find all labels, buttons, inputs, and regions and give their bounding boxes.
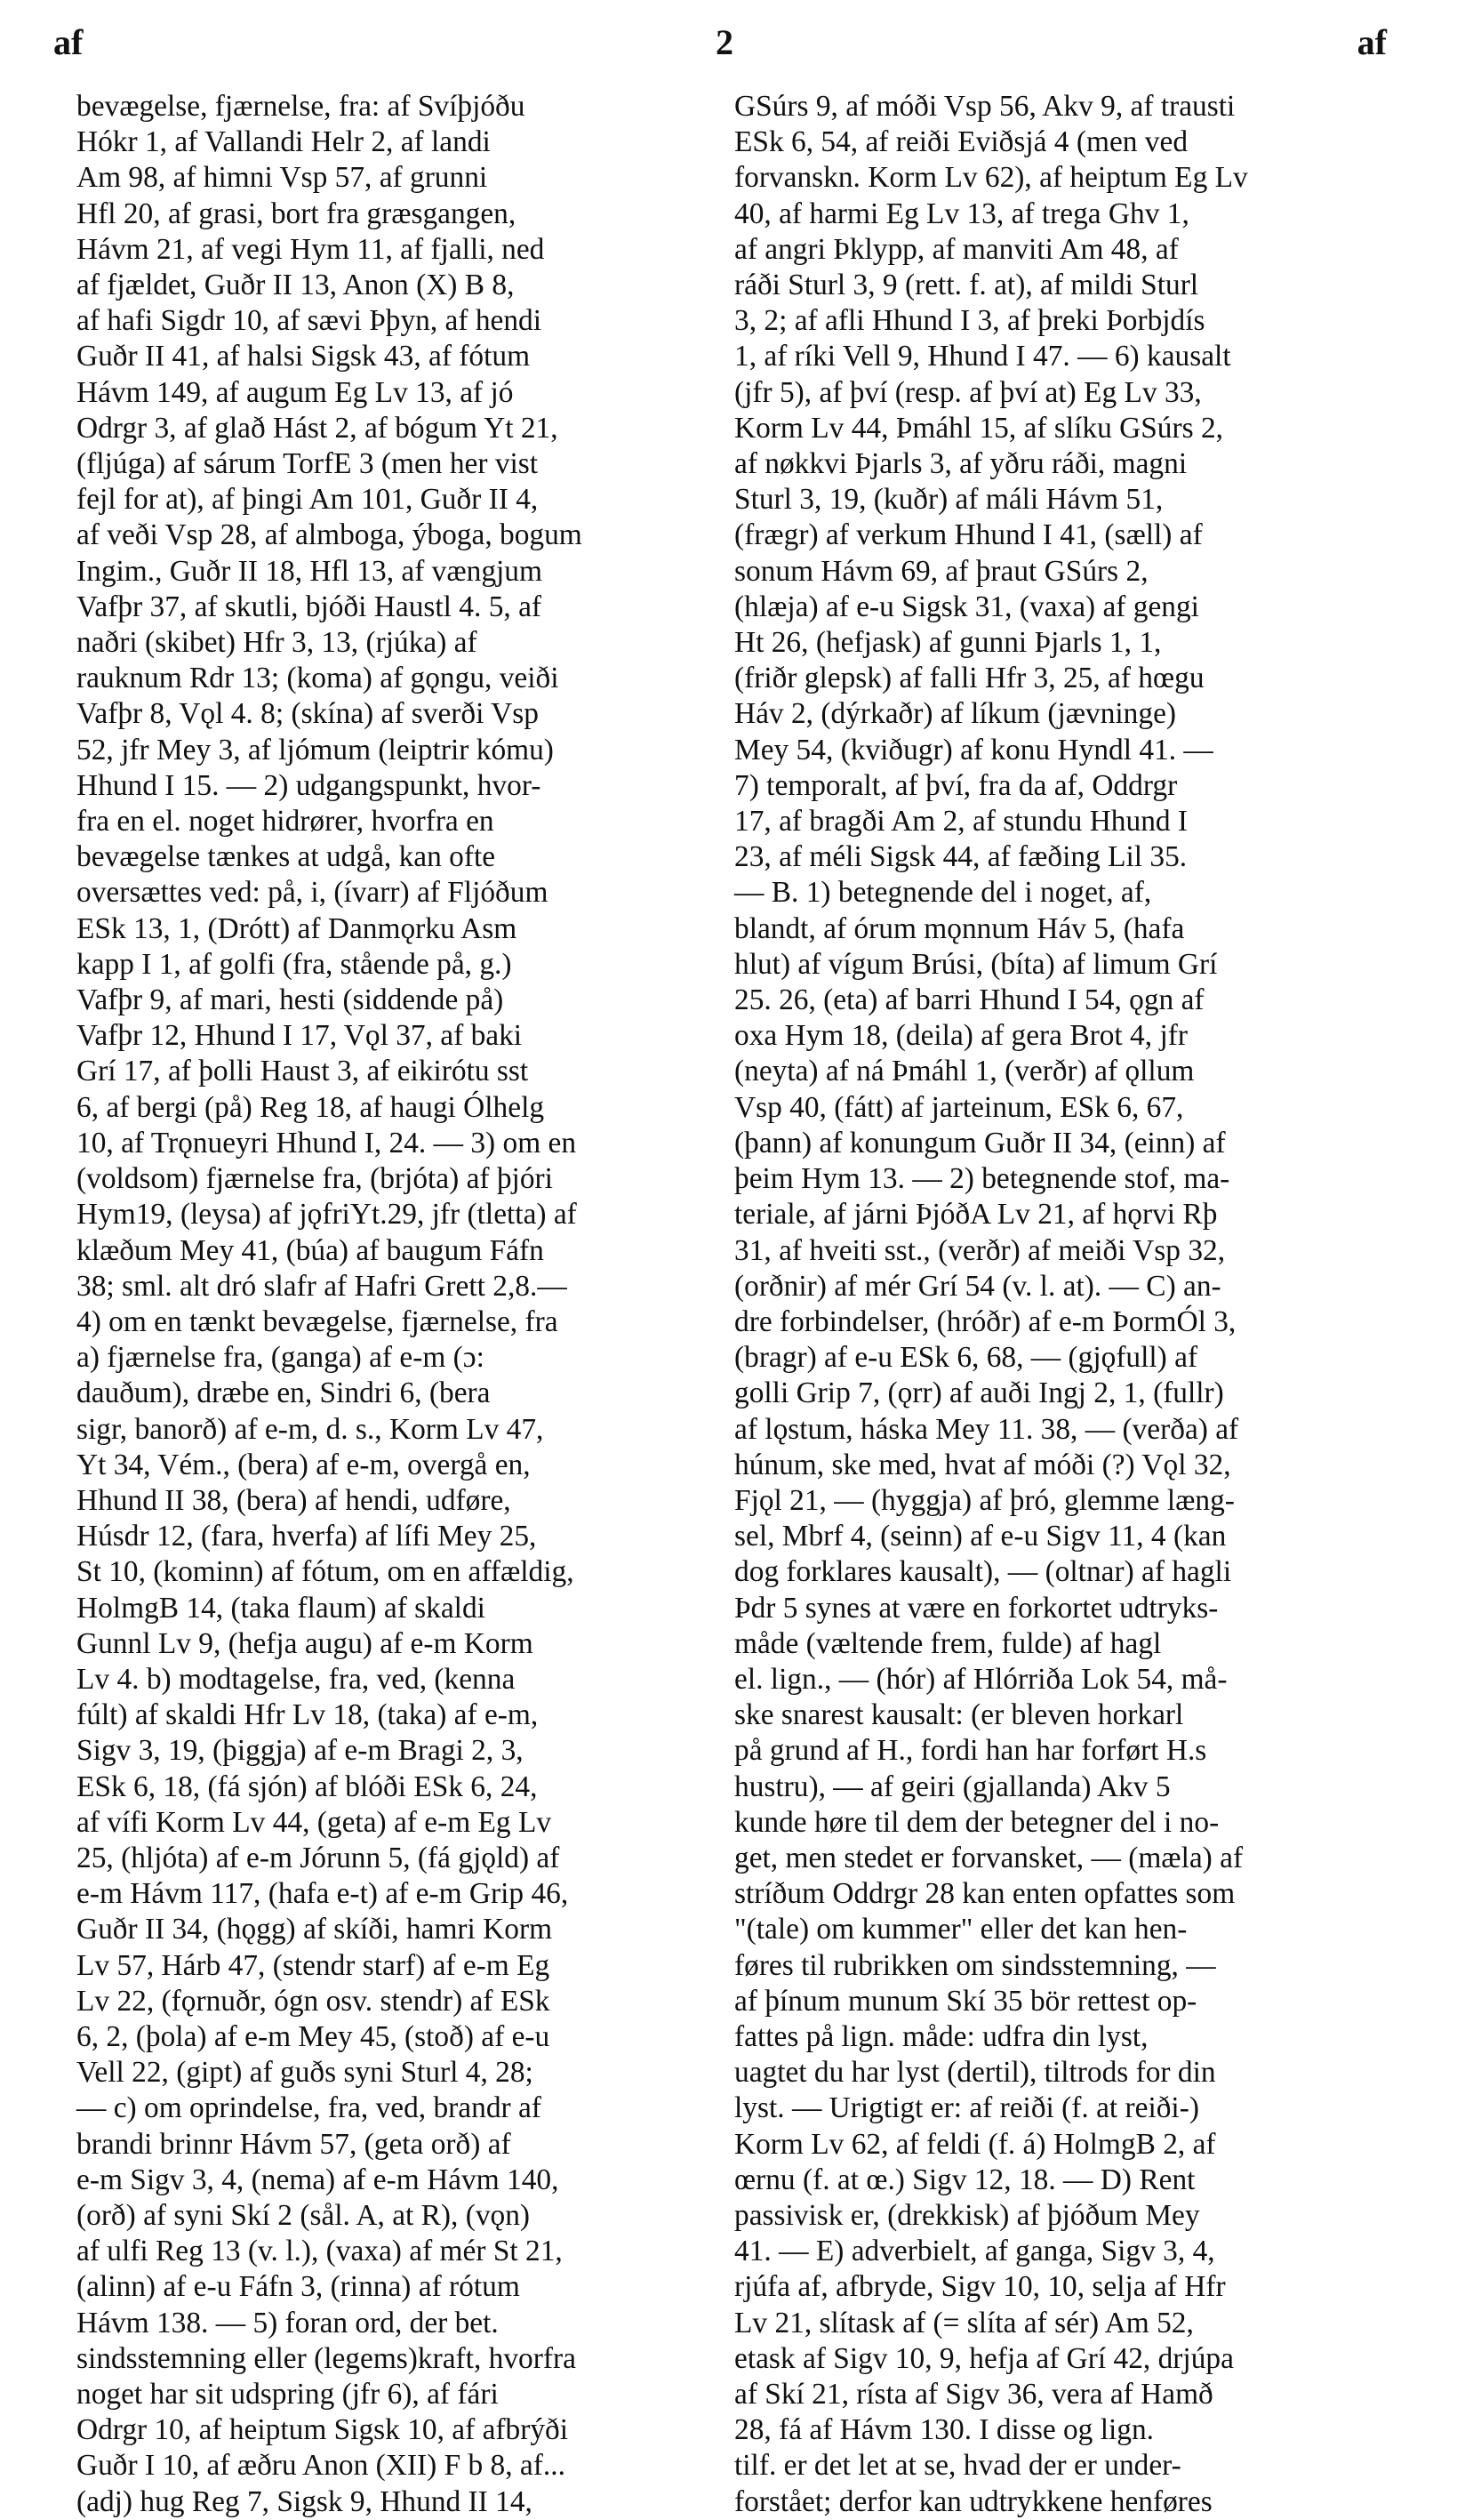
text-line: Lv 57, Hárb 47, (stendr starf) af e-m Eg <box>76 1948 550 1982</box>
text-line: 25. 26, (eta) af barri Hhund I 54, ǫgn af <box>734 983 1205 1017</box>
text-line: fra en el. noget hidrører, hvorfra en <box>76 805 494 839</box>
text-line: Vell 22, (gipt) af guðs syni Sturl 4, 28; <box>76 2056 533 2090</box>
right-column <box>734 89 1376 2518</box>
text-line: sel, Mbrf 4, (seinn) af e-u Sigv 11, 4 (kan <box>734 1520 1227 1553</box>
text-line: af veði Vsp 28, af almboga, ýboga, bogum <box>76 518 582 552</box>
text-line: e-m Sigv 3, 4, (nema) af e-m Hávm 140, <box>76 2163 559 2196</box>
text-line: noget har sit udspring (jfr 6), af fári <box>76 2378 499 2411</box>
text-line: Gunnl Lv 9, (hefja augu) af e-m Korm <box>76 1626 533 1660</box>
text-line: (neyta) af ná Þmáhl 1, (verðr) af ǫllum <box>734 1055 1195 1088</box>
text-line: sonum Hávm 69, af þraut GSúrs 2, <box>734 554 1149 588</box>
text-line: oversættes ved: på, i, (ívarr) af Fljóðum <box>76 876 548 910</box>
text-line: Hym19, (leysa) af jǫfriYt.29, jfr (tletta) af <box>76 1198 577 1232</box>
text-line: lyst. — Urigtigt er: af reiði (f. at reiði-) <box>734 2091 1199 2125</box>
header-right-catchword: af <box>1357 22 1387 62</box>
text-line: Hhund II 38, (bera) af hendi, udføre, <box>76 1483 511 1517</box>
text-line: Yt 34, Vém., (bera) af e-m, overgå en, <box>76 1448 531 1481</box>
text-line: dauðum), dræbe en, Sindri 6, (bera <box>76 1376 491 1410</box>
text-line: af lǫstum, háska Mey 11. 38, — (verða) af <box>734 1412 1239 1446</box>
text-line: ráði Sturl 3, 9 (rett. f. at), af mildi Sturl <box>734 269 1199 302</box>
text-line: af þínum munum Skí 35 bör rettest op- <box>734 1984 1197 2018</box>
text-line: 52, jfr Mey 3, af ljómum (leiptrir kómu) <box>76 733 554 766</box>
text-line: golli Grip 7, (ǫrr) af auði Ingj 2, 1, (fullr) <box>734 1376 1224 1410</box>
header-left-catchword: af <box>53 22 84 62</box>
text-line: bevægelse tænkes at udgå, kan ofte <box>76 840 496 874</box>
text-line: blandt, af órum mǫnnum Háv 5, (hafa <box>734 911 1185 945</box>
text-line: 1, af ríki Vell 9, Hhund I 47. — 6) kausalt <box>734 340 1231 373</box>
text-line: (friðr glepsk) af falli Hfr 3, 25, af hœgu <box>734 662 1205 695</box>
text-line: Am 98, af himni Vsp 57, af grunni <box>76 161 488 195</box>
text-line: brandi brinnr Hávm 57, (geta orð) af <box>76 2127 511 2161</box>
text-line: (orðnir) af mér Grí 54 (v. l. at). — C) an- <box>734 1269 1221 1303</box>
text-line: Háv 2, (dýrkaðr) af líkum (jævninge) <box>734 697 1177 731</box>
text-line: þeim Hym 13. — 2) betegnende stof, ma- <box>734 1162 1230 1196</box>
text-line: Hfl 20, af grasi, bort fra græsgangen, <box>76 197 516 230</box>
text-line: Hávm 149, af augum Eg Lv 13, af jó <box>76 375 514 409</box>
text-line: Korm Lv 62, af feldi (f. á) HolmgB 2, af <box>734 2127 1216 2161</box>
text-line: Vsp 40, (fátt) af jarteinum, ESk 6, 67, <box>734 1090 1184 1124</box>
text-line: ESk 6, 54, af reiði Eviðsjá 4 (men ved <box>734 125 1189 159</box>
text-line: Hhund I 15. — 2) udgangspunkt, hvor- <box>76 768 541 802</box>
text-line: (bragr) af e-u ESk 6, 68, — (gjǫfull) af <box>734 1341 1198 1375</box>
text-line: el. lign., — (hór) af Hlórriða Lok 54, må- <box>734 1662 1228 1696</box>
text-line: Mey 54, (kviðugr) af konu Hyndl 41. — <box>734 733 1213 766</box>
text-line: Lv 4. b) modtagelse, fra, ved, (kenna <box>76 1662 516 1696</box>
text-line: kapp I 1, af golfi (fra, stående på, g.) <box>76 947 512 981</box>
text-line: Ingim., Guðr II 18, Hfl 13, af vængjum <box>76 554 542 588</box>
text-line: på grund af H., fordi han har forført H.s <box>734 1734 1207 1768</box>
text-line: Fjǫl 21, — (hyggja) af þró, glemme læng- <box>734 1483 1235 1517</box>
text-line: tilf. er det let at se, hvad der er under- <box>734 2449 1181 2483</box>
text-line: Sturl 3, 19, (kuðr) af máli Hávm 51, <box>734 483 1164 517</box>
text-line: (adj) hug Reg 7, Sigsk 9, Hhund II 14, <box>76 2484 532 2518</box>
text-line: Odrgr 10, af heiptum Sigsk 10, af afbrýði <box>76 2413 569 2447</box>
text-line: Odrgr 3, af glað Hást 2, af bógum Yt 21, <box>76 411 558 445</box>
text-line: 10, af Trǫnueyri Hhund I, 24. — 3) om en <box>76 1126 577 1160</box>
text-line: dre forbindelser, (hróðr) af e-m ÞormÓl 3, <box>734 1304 1237 1338</box>
text-line: oxa Hym 18, (deila) af gera Brot 4, jfr <box>734 1019 1188 1053</box>
text-line: hlut) af vígum Brúsi, (bíta) af limum Grí <box>734 947 1218 981</box>
text-line: 6, af bergi (på) Reg 18, af haugi Ólhelg <box>76 1090 545 1124</box>
text-line: Húsdr 12, (fara, hverfa) af lífi Mey 25, <box>76 1520 537 1553</box>
text-line: klæðum Mey 41, (búa) af baugum Fáfn <box>76 1233 544 1267</box>
text-line: af angri Þklypp, af manviti Am 48, af <box>734 232 1179 266</box>
text-line: HolmgB 14, (taka flaum) af skaldi <box>76 1591 485 1625</box>
text-line: — B. 1) betegnende del i noget, af, <box>734 876 1152 910</box>
text-line: 6, 2, (þola) af e-m Mey 45, (stoð) af e-u <box>76 2019 550 2053</box>
text-line: fejl for at), af þingi Am 101, Guðr II 4, <box>76 483 539 517</box>
text-line: 17, af bragði Am 2, af stundu Hhund I <box>734 805 1189 839</box>
text-line: Lv 22, (fǫrnuðr, ógn osv. stendr) af ESk <box>76 1984 550 2018</box>
text-line: húnum, ske med, hvat af móði (?) Vǫl 32, <box>734 1448 1231 1481</box>
text-line: "(tale) om kummer" eller det kan hen- <box>734 1913 1188 1946</box>
text-line: (voldsom) fjærnelse fra, (brjóta) af þjóri <box>76 1162 553 1196</box>
text-line: 38; sml. alt dró slafr af Hafri Grett 2,8.— <box>76 1269 567 1303</box>
text-line: Guðr II 41, af halsi Sigsk 43, af fótum <box>76 340 531 373</box>
text-line: føres til rubrikken om sindsstemning, — <box>734 1948 1216 1982</box>
text-line: kunde høre til dem der betegner del i no- <box>734 1805 1220 1839</box>
text-line: forvanskn. Korm Lv 62), af heiptum Eg Lv <box>734 161 1248 195</box>
text-line: rauknum Rdr 13; (koma) af gǫngu, veiði <box>76 662 559 695</box>
text-line: sindsstemning eller (legems)kraft, hvorfra <box>76 2341 576 2375</box>
text-line: e-m Hávm 117, (hafa e-t) af e-m Grip 46, <box>76 1877 569 1911</box>
text-line: Grí 17, af þolli Haust 3, af eikirótu sst <box>76 1055 529 1088</box>
text-line: uagtet du har lyst (dertil), tiltrods for din <box>734 2056 1216 2090</box>
text-line: fúlt) af skaldi Hfr Lv 18, (taka) af e-m, <box>76 1698 539 1732</box>
text-line: 31, af hveiti sst., (verðr) af meiði Vsp 32, <box>734 1233 1226 1267</box>
text-line: (jfr 5), af því (resp. af því at) Eg Lv 33, <box>734 375 1202 409</box>
left-column <box>76 89 716 2518</box>
text-line: Ht 26, (hefjask) af gunni Þjarls 1, 1, <box>734 626 1162 660</box>
text-line: Guðr II 34, (hǫgg) af skíði, hamri Korm <box>76 1913 553 1946</box>
text-line: (þann) af konungum Guðr II 34, (einn) af <box>734 1126 1226 1160</box>
text-line: af vífi Korm Lv 44, (geta) af e-m Eg Lv <box>76 1805 552 1839</box>
text-line: af Skí 21, rísta af Sigv 36, vera af Hamð <box>734 2378 1213 2411</box>
page-header <box>53 21 1387 71</box>
text-line: fattes på lign. måde: udfra din lyst, <box>734 2019 1149 2053</box>
text-line: 7) temporalt, af því, fra da af, Oddrgr <box>734 768 1178 802</box>
text-line: œrnu (f. at œ.) Sigv 12, 18. — D) Rent <box>734 2163 1196 2196</box>
text-line: 25, (hljóta) af e-m Jórunn 5, (fá gjǫld) af <box>76 1841 560 1874</box>
text-line: St 10, (kominn) af fótum, om en affældig, <box>76 1555 574 1589</box>
page-number: 2 <box>716 22 733 62</box>
text-line: måde (væltende frem, fulde) af hagl <box>734 1626 1162 1660</box>
text-line: hustru), — af geiri (gjallanda) Akv 5 <box>734 1770 1171 1803</box>
text-line: af hafi Sigdr 10, af sævi Þþyn, af hendi <box>76 304 542 338</box>
text-line: stríðum Oddrgr 28 kan enten opfattes som <box>734 1877 1236 1911</box>
text-line: sigr, banorð) af e-m, d. s., Korm Lv 47, <box>76 1412 544 1446</box>
text-line: get, men stedet er forvansket, — (mæla) af <box>734 1841 1244 1874</box>
text-line: Hókr 1, af Vallandi Helr 2, af landi <box>76 125 491 159</box>
text-line: (frægr) af verkum Hhund I 41, (sæll) af <box>734 518 1203 552</box>
text-line: forstået; derfor kan udtrykkene henføres <box>734 2484 1213 2518</box>
text-line: Sigv 3, 19, (þiggja) af e-m Bragi 2, 3, <box>76 1734 524 1768</box>
text-line: Þdr 5 synes at være en forkortet udtryks- <box>734 1591 1219 1625</box>
text-line: etask af Sigv 10, 9, hefja af Grí 42, drjúpa <box>734 2341 1234 2375</box>
text-line: Vafþr 8, Vǫl 4. 8; (skína) af sverði Vsp <box>76 697 539 731</box>
text-line: 23, af méli Sigsk 44, af fæðing Lil 35. <box>734 840 1188 874</box>
text-line: a) fjærnelse fra, (ganga) af e-m (ɔ: <box>76 1341 484 1375</box>
text-line: ESk 6, 18, (fá sjón) af blóði ESk 6, 24, <box>76 1770 538 1803</box>
text-line: rjúfa af, afbryde, Sigv 10, 10, selja af Hfr <box>734 2270 1226 2304</box>
text-line: naðri (skibet) Hfr 3, 13, (rjúka) af <box>76 626 477 660</box>
text-line: ske snarest kausalt: (er bleven horkarl <box>734 1698 1184 1732</box>
text-line: Guðr I 10, af æðru Anon (XII) F b 8, af... <box>76 2449 565 2483</box>
text-line: bevægelse, fjærnelse, fra: af Svíþjóðu <box>76 90 525 123</box>
text-line: dog forklares kausalt), — (oltnar) af hagli <box>734 1555 1232 1589</box>
text-line: Hávm 21, af vegi Hym 11, af fjalli, ned <box>76 232 545 266</box>
text-line: (alinn) af e-u Fáfn 3, (rinna) af rótum <box>76 2270 520 2304</box>
text-line: af ulfi Reg 13 (v. l.), (vaxa) af mér St 21, <box>76 2235 563 2268</box>
text-line: Vafþr 12, Hhund I 17, Vǫl 37, af baki <box>76 1019 523 1053</box>
text-line: af nøkkvi Þjarls 3, af yðru ráði, magni <box>734 447 1188 481</box>
text-line: Korm Lv 44, Þmáhl 15, af slíku GSúrs 2, <box>734 411 1223 445</box>
text-line: ESk 13, 1, (Drótt) af Danmǫrku Asm <box>76 911 517 945</box>
text-line: passivisk er, (drekkisk) af þjóðum Mey <box>734 2198 1200 2232</box>
text-line: teriale, af járni ÞjóðA Lv 21, af hǫrvi Rþ <box>734 1198 1218 1232</box>
text-line: GSúrs 9, af móði Vsp 56, Akv 9, af trausti <box>734 90 1236 123</box>
text-line: — c) om oprindelse, fra, ved, brandr af <box>76 2091 541 2125</box>
text-line: af fjældet, Guðr II 13, Anon (X) B 8, <box>76 269 515 302</box>
text-line: Hávm 138. — 5) foran ord, der bet. <box>76 2306 499 2339</box>
text-line: (hlæja) af e-u Sigsk 31, (vaxa) af gengi <box>734 590 1199 623</box>
text-line: 40, af harmi Eg Lv 13, af trega Ghv 1, <box>734 197 1189 230</box>
text-line: 28, fá af Hávm 130. I disse og lign. <box>734 2413 1155 2447</box>
text-line: Vafþr 37, af skutli, bjóði Haustl 4. 5, af <box>76 590 542 623</box>
text-line: Lv 21, slítask af (= slíta af sér) Am 52, <box>734 2306 1194 2339</box>
text-line: Vafþr 9, af mari, hesti (siddende på) <box>76 983 504 1017</box>
text-line: (fljúga) af sárum TorfE 3 (men her vist <box>76 447 539 481</box>
text-line: (orð) af syni Skí 2 (sål. A, at R), (vǫn) <box>76 2198 531 2232</box>
text-line: 3, 2; af afli Hhund I 3, af þreki Þorbjdís <box>734 304 1205 338</box>
text-line: 41. — E) adverbielt, af ganga, Sigv 3, 4, <box>734 2235 1215 2268</box>
text-line: 4) om en tænkt bevægelse, fjærnelse, fra <box>76 1304 558 1338</box>
